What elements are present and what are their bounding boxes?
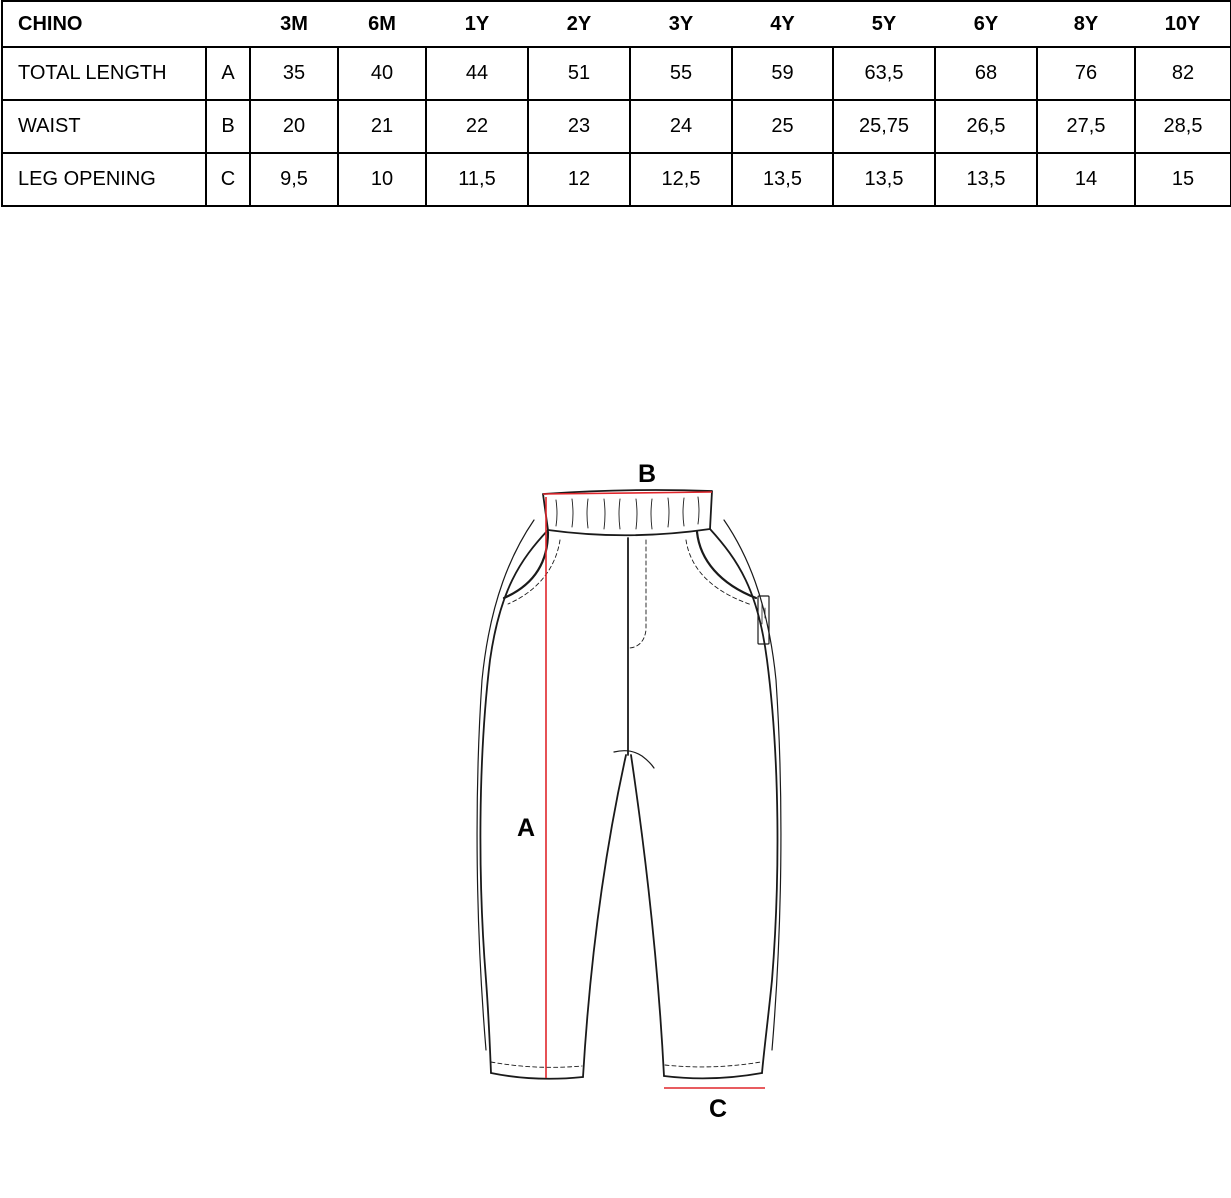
table-cell: 9,5 bbox=[250, 153, 338, 206]
size-header: 6M bbox=[338, 1, 426, 47]
left-hem bbox=[491, 1073, 583, 1079]
fly-stitch bbox=[630, 540, 646, 648]
table-cell: 59 bbox=[732, 47, 833, 100]
table-cell: 21 bbox=[338, 100, 426, 153]
size-header: 3Y bbox=[630, 1, 732, 47]
left-leg-inner bbox=[583, 755, 626, 1077]
product-name: CHINO bbox=[2, 1, 206, 47]
measurement-key: B bbox=[206, 100, 250, 153]
measurement-lines bbox=[543, 492, 765, 1088]
size-header: 1Y bbox=[426, 1, 528, 47]
table-cell: 11,5 bbox=[426, 153, 528, 206]
label-a: A bbox=[516, 814, 536, 842]
right-pocket bbox=[697, 532, 756, 598]
table-cell: 20 bbox=[250, 100, 338, 153]
table-cell: 10 bbox=[338, 153, 426, 206]
measurement-key: C bbox=[206, 153, 250, 206]
table-cell: 76 bbox=[1037, 47, 1135, 100]
table-cell: 82 bbox=[1135, 47, 1231, 100]
table-cell: 63,5 bbox=[833, 47, 935, 100]
right-hem bbox=[664, 1073, 762, 1078]
waistband-gathers bbox=[556, 497, 699, 529]
table-cell: 26,5 bbox=[935, 100, 1037, 153]
size-header: 8Y bbox=[1037, 1, 1135, 47]
crotch-curve bbox=[614, 751, 654, 768]
label-b: B bbox=[637, 460, 657, 488]
right-hem-stitch bbox=[665, 1062, 761, 1067]
table-cell: 25 bbox=[732, 100, 833, 153]
table-cell: 44 bbox=[426, 47, 528, 100]
table-cell: 12 bbox=[528, 153, 630, 206]
table-cell: 68 bbox=[935, 47, 1037, 100]
table-cell: 25,75 bbox=[833, 100, 935, 153]
table-cell: 28,5 bbox=[1135, 100, 1231, 153]
waistband bbox=[543, 490, 712, 535]
size-header: 2Y bbox=[528, 1, 630, 47]
size-header: 10Y bbox=[1135, 1, 1231, 47]
table-cell: 51 bbox=[528, 47, 630, 100]
table-cell: 14 bbox=[1037, 153, 1135, 206]
table-cell: 13,5 bbox=[732, 153, 833, 206]
table-cell: 12,5 bbox=[630, 153, 732, 206]
table-cell: 23 bbox=[528, 100, 630, 153]
size-header: 5Y bbox=[833, 1, 935, 47]
table-cell: 13,5 bbox=[935, 153, 1037, 206]
table-cell: 13,5 bbox=[833, 153, 935, 206]
table-cell: 35 bbox=[250, 47, 338, 100]
label-c: C bbox=[708, 1095, 728, 1123]
right-leg-outer bbox=[710, 529, 777, 1073]
measurement-key: A bbox=[206, 47, 250, 100]
table-cell: 27,5 bbox=[1037, 100, 1135, 153]
right-leg-inner bbox=[631, 755, 664, 1076]
measurement-label: WAIST bbox=[2, 100, 206, 153]
left-pocket bbox=[504, 532, 548, 598]
table-cell: 24 bbox=[630, 100, 732, 153]
table-cell: 22 bbox=[426, 100, 528, 153]
table-cell: 40 bbox=[338, 47, 426, 100]
table-cell: 55 bbox=[630, 47, 732, 100]
size-header: 3M bbox=[250, 1, 338, 47]
measurement-label: TOTAL LENGTH bbox=[2, 47, 206, 100]
left-leg-outer bbox=[480, 530, 548, 1073]
left-hem-stitch bbox=[491, 1062, 582, 1067]
pants-outline bbox=[477, 490, 781, 1079]
size-header: 6Y bbox=[935, 1, 1037, 47]
size-header: 4Y bbox=[732, 1, 833, 47]
table-cell: 15 bbox=[1135, 153, 1231, 206]
measurement-label: LEG OPENING bbox=[2, 153, 206, 206]
